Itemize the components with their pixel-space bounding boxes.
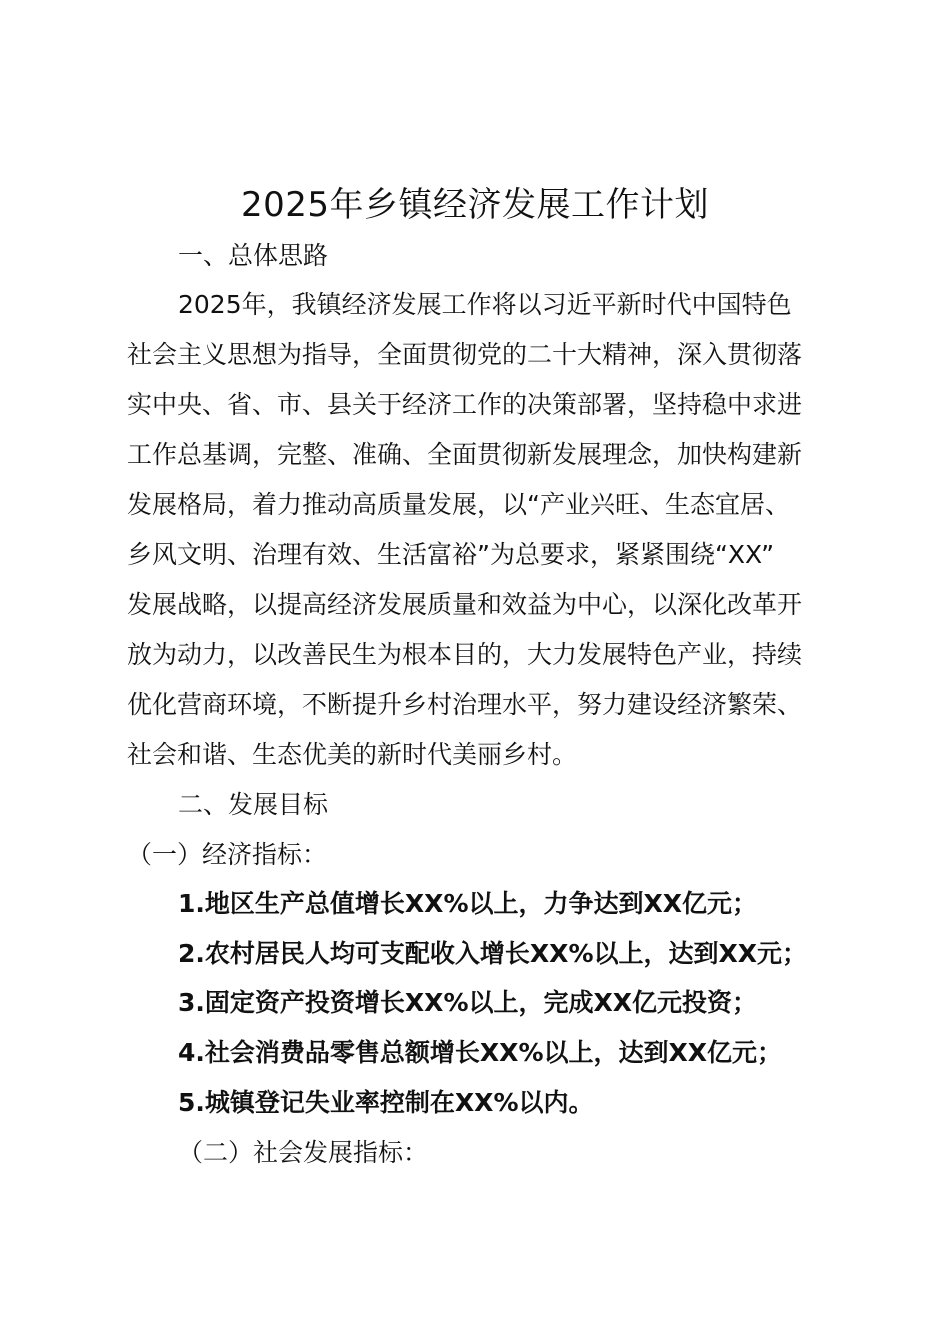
paragraph-line: 放为动力，以改善民生为根本目的，大力发展特色产业，持续: [127, 640, 803, 669]
paragraph-line: 乡风文明、治理有效、生活富裕”为总要求，紧紧围绕“XX”: [127, 540, 775, 569]
list-item: 3.固定资产投资增长XX%以上，完成XX亿元投资；: [178, 988, 758, 1017]
paragraph-line: 优化营商环境，不断提升乡村治理水平，努力建设经济繁荣、: [127, 690, 803, 719]
paragraph-line: 2025年，我镇经济发展工作将以习近平新时代中国特色: [178, 290, 792, 319]
subsection-heading-social-indicators: （二）社会发展指标：: [178, 1138, 429, 1167]
paragraph-line: 实中央、省、市、县关于经济工作的决策部署，坚持稳中求进: [127, 390, 803, 419]
paragraph-line: 社会和谐、生态优美的新时代美丽乡村。: [127, 740, 578, 769]
list-item: 4.社会消费品零售总额增长XX%以上，达到XX亿元；: [178, 1038, 783, 1067]
section-heading-development-goals: 二、发展目标: [178, 790, 329, 819]
section-heading-overall-approach: 一、总体思路: [178, 241, 329, 270]
list-item: 1.地区生产总值增长XX%以上，力争达到XX亿元；: [178, 889, 758, 918]
document-title: 2025年乡镇经济发展工作计划: [240, 185, 710, 225]
paragraph-line: 发展格局，着力推动高质量发展，以“产业兴旺、生态宜居、: [127, 490, 790, 519]
list-item: 2.农村居民人均可支配收入增长XX%以上，达到XX元；: [178, 939, 808, 968]
subsection-heading-economic-indicators: （一）经济指标：: [127, 840, 328, 869]
paragraph-line: 发展战略，以提高经济发展质量和效益为中心，以深化改革开: [127, 590, 803, 619]
paragraph-line: 工作总基调，完整、准确、全面贯彻新发展理念，加快构建新: [127, 440, 803, 469]
list-item: 5.城镇登记失业率控制在XX%以内。: [178, 1088, 594, 1117]
paragraph-line: 社会主义思想为指导，全面贯彻党的二十大精神，深入贯彻落: [127, 340, 803, 369]
